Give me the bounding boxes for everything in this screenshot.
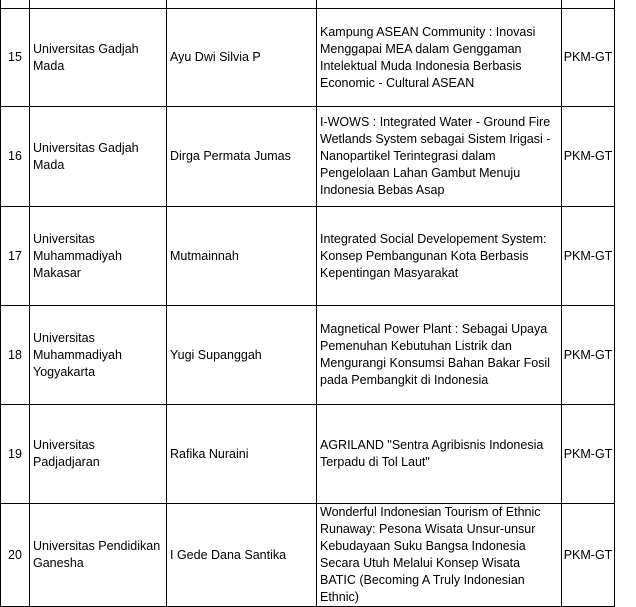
cell-name: Mutmainnah <box>167 207 317 306</box>
cell-category: PKM-GT <box>562 107 615 207</box>
cell-university: Universitas Gadjah Mada <box>30 9 167 107</box>
cell-title <box>317 0 562 9</box>
cell-no: 15 <box>1 9 30 107</box>
cell-title: Wonderful Indonesian Tourism of Ethnic Runaway: Pesona Wisata Unsur-unsur Kebudayaan Suku Bangsa Indonesia Secara Utuh Melalui Konsep Wisata BATIC (Becoming A Truly Indonesian Ethnic) <box>317 504 562 607</box>
table-row <box>1 504 615 607</box>
cell-name: Yugi Supanggah <box>167 306 317 405</box>
cell-no: 16 <box>1 107 30 207</box>
cell-no <box>1 0 30 9</box>
cell-name: I Gede Dana Santika <box>167 504 317 607</box>
cell-university: Universitas Padjadjaran <box>30 405 167 504</box>
cell-no: 19 <box>1 405 30 504</box>
cell-category: PKM-GT <box>562 405 615 504</box>
cell-university: Universitas Muhammadiyah Yogyakarta <box>30 306 167 405</box>
cell-name: Rafika Nuraini <box>167 405 317 504</box>
cell-university <box>30 0 167 9</box>
cell-university: Universitas Pendidikan Ganesha <box>30 504 167 607</box>
table-row <box>1 207 615 306</box>
cell-category: PKM-GT <box>562 207 615 306</box>
cell-category: PKM-GT <box>562 504 615 607</box>
cell-category: PKM-GT <box>562 9 615 107</box>
cell-no: 20 <box>1 504 30 607</box>
cell-title: Magnetical Power Plant : Sebagai Upaya Pemenuhan Kebutuhan Listrik dan Mengurangi Konsumsi Bahan Bakar Fosil pada Pembangkit di Indonesia <box>317 306 562 405</box>
cell-name: Dirga Permata Jumas <box>167 107 317 207</box>
cell-name: Ayu Dwi Silvia P <box>167 9 317 107</box>
cell-university: Universitas Gadjah Mada <box>30 107 167 207</box>
table-row <box>1 9 615 107</box>
cell-category <box>562 0 615 9</box>
cell-title: I-WOWS : Integrated Water - Ground Fire Wetlands System sebagai Sistem Irigasi - Nanopartikel Terintegrasi dalam Pengelolaan Lahan Gambut Menuju Indonesia Bebas Asap <box>317 107 562 207</box>
cell-no: 17 <box>1 207 30 306</box>
cell-title: Kampung ASEAN Community : Inovasi Menggapai MEA dalam Genggaman Intelektual Muda Indonesia Berbasis Economic - Cultural ASEAN <box>317 9 562 107</box>
table-row <box>1 306 615 405</box>
cell-category: PKM-GT <box>562 306 615 405</box>
cell-no: 18 <box>1 306 30 405</box>
table-row <box>1 107 615 207</box>
table-row-partial <box>1 0 615 9</box>
cell-title: Integrated Social Developement System: Konsep Pembangunan Kota Berbasis Kepentingan Masyarakat <box>317 207 562 306</box>
cell-title: AGRILAND "Sentra Agribisnis Indonesia Terpadu di Tol Laut" <box>317 405 562 504</box>
cell-name <box>167 0 317 9</box>
table-row <box>1 405 615 504</box>
cell-university: Universitas Muhammadiyah Makasar <box>30 207 167 306</box>
